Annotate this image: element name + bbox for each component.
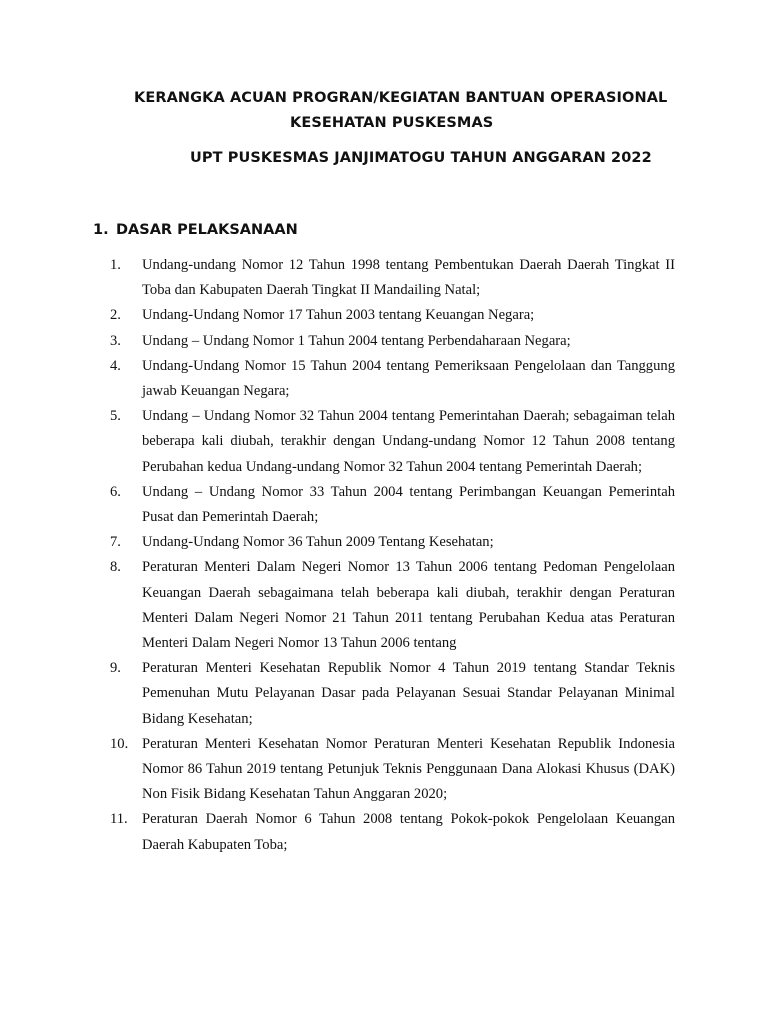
section-title: DASAR PELAKSANAAN (116, 222, 298, 238)
document-title-line-1: KERANGKA ACUAN PROGRAN/KEGIATAN BANTUAN OPERASIONAL (134, 90, 668, 106)
list-item-text: Undang-Undang Nomor 36 Tahun 2009 Tentang Kesehatan; (142, 534, 494, 551)
list-item (110, 303, 675, 328)
list-item (110, 404, 675, 480)
list-item (110, 732, 675, 808)
list-item-text: Peraturan Menteri Kesehatan Republik Nomor 4 Tahun 2019 tentang Standar Teknis Pemenuhan Mutu Pelayanan Dasar pada Pelayanan Sesuai Standar Pelayanan Minimal Bidang Kesehatan; (142, 660, 675, 727)
list-item (110, 656, 675, 732)
list-item-number: 5. (110, 408, 121, 425)
list-item (110, 807, 675, 857)
list-item (110, 329, 675, 354)
list-item-text: Undang-Undang Nomor 17 Tahun 2003 tentang Keuangan Negara; (142, 307, 535, 324)
list-item-number: 3. (110, 332, 121, 349)
section-number: 1. (93, 222, 109, 238)
section-heading (93, 222, 298, 238)
list-item (110, 480, 675, 530)
list-item-number: 7. (110, 534, 121, 551)
list-item-number: 6. (110, 483, 121, 500)
list-item-text: Peraturan Menteri Dalam Negeri Nomor 13 Tahun 2006 tentang Pedoman Pengelolaan Keuangan Daerah sebagaimana telah beberapa kali diubah, terakhir dengan Peraturan Menteri Dalam Negeri Nomor 21 Tahun 2011 tentang Perubahan Kedua atas Peraturan Menteri Dalam Negeri Nomor 13 Tahun 2006 tentang (142, 559, 675, 652)
list-item-number: 4. (110, 357, 121, 374)
list-item-text: Undang-Undang Nomor 15 Tahun 2004 tentang Pemeriksaan Pengelolaan dan Tanggung jawab Keuangan Negara; (142, 357, 675, 400)
document-subtitle: UPT PUSKESMAS JANJIMATOGU TAHUN ANGGARAN 2022 (190, 150, 652, 166)
list-item-text: Undang-undang Nomor 12 Tahun 1998 tentang Pembentukan Daerah Daerah Tingkat II Toba dan Kabupaten Daerah Tingkat II Mandailing Natal; (142, 257, 675, 299)
list-item (110, 354, 675, 404)
list-item-number: 11. (110, 811, 128, 828)
legal-basis-list (110, 253, 675, 858)
list-item-number: 8. (110, 559, 121, 576)
list-item-text: Undang – Undang Nomor 32 Tahun 2004 tentang Pemerintahan Daerah; sebagaiman telah beberapa kali diubah, terakhir dengan Undang-undang Nomor 12 Tahun 2008 tentang Perubahan kedua Undang-undang Nomor 32 Tahun 2004 tentang Pemerintah Daerah; (142, 408, 675, 475)
list-item-number: 1. (110, 257, 121, 273)
document-title-line-2: KESEHATAN PUSKESMAS (290, 115, 494, 131)
list-item-number: 2. (110, 307, 121, 324)
list-item (110, 253, 675, 303)
list-item-text: Undang – Undang Nomor 33 Tahun 2004 tentang Perimbangan Keuangan Pemerintah Pusat dan Pemerintah Daerah; (142, 483, 675, 526)
list-item-text: Peraturan Daerah Nomor 6 Tahun 2008 tentang Pokok-pokok Pengelolaan Keuangan Daerah Kabupaten Toba; (142, 811, 675, 853)
list-item-number: 9. (110, 660, 121, 677)
list-item (110, 530, 675, 555)
list-item-text: Undang – Undang Nomor 1 Tahun 2004 tentang Perbendaharaan Negara; (142, 332, 571, 349)
list-item-number: 10. (110, 735, 129, 752)
list-item (110, 555, 675, 656)
list-item-text: Peraturan Menteri Kesehatan Nomor Peraturan Menteri Kesehatan Republik Indonesia Nomor 86 Tahun 2019 tentang Petunjuk Teknis Penggunaan Dana Alokasi Khusus (DAK) Non Fisik Bidang Kesehatan Tahun Anggaran 2020; (142, 735, 675, 803)
